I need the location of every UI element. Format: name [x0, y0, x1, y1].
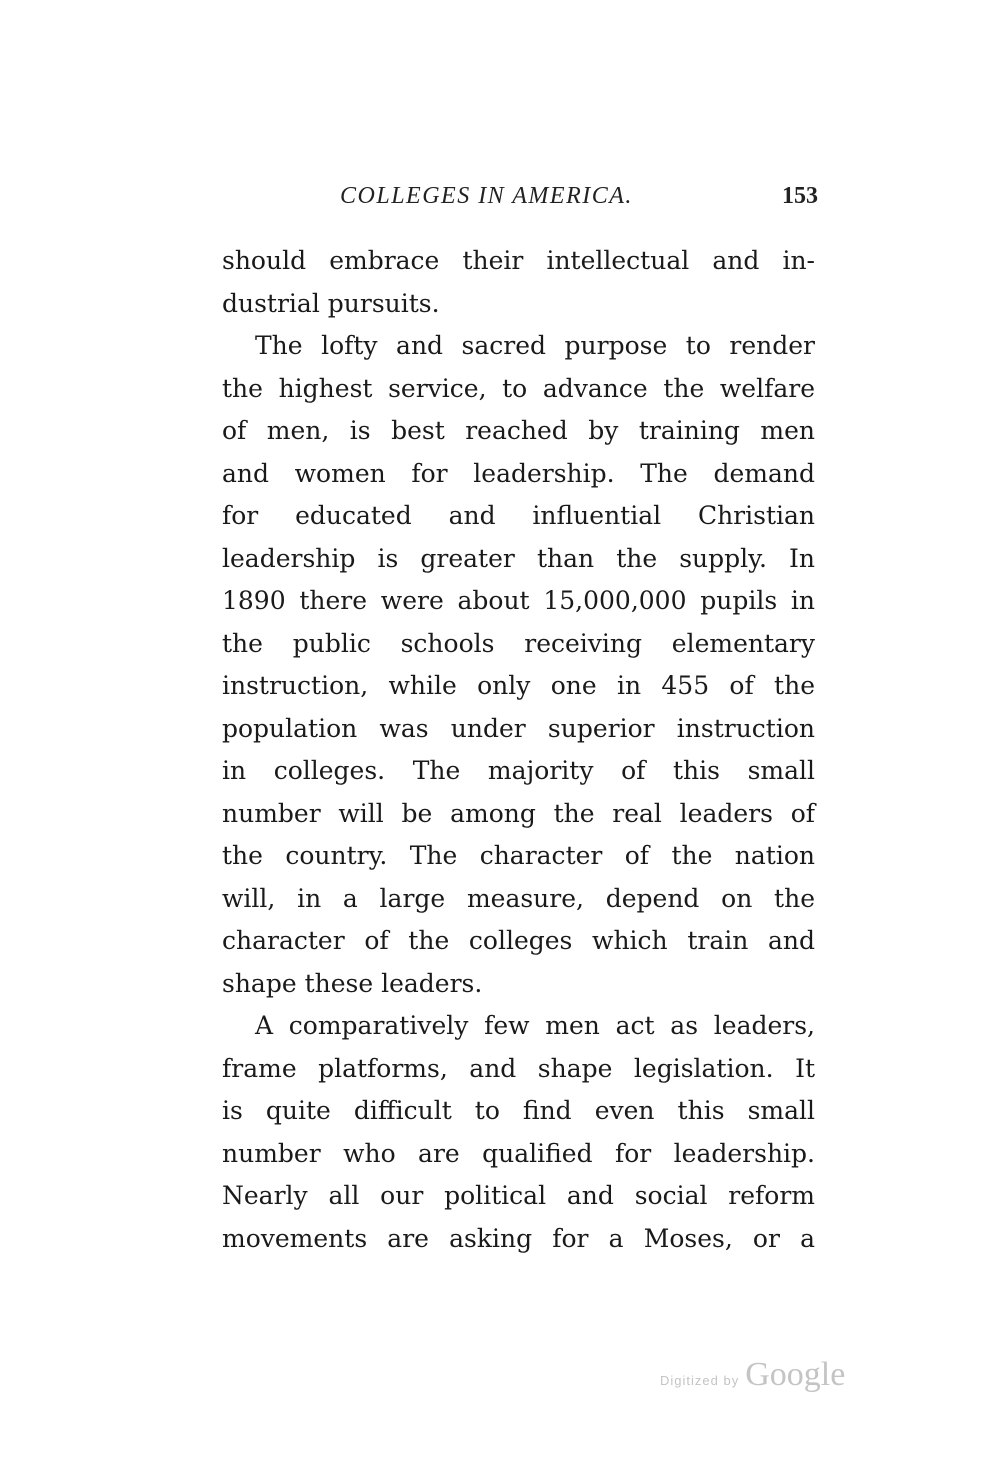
text-line: in colleges. The majority of this small: [222, 756, 815, 785]
google-logo: Google: [745, 1356, 846, 1393]
text-line: A comparatively few men act as leaders,: [255, 1011, 815, 1040]
body-text: [222, 240, 815, 1260]
text-line: of men, is best reached by training men: [222, 416, 815, 445]
text-line: movements are asking for a Moses, or a: [222, 1223, 815, 1253]
digitized-by-google-watermark: [660, 1356, 845, 1394]
text-line: the highest service, to advance the welfare: [222, 373, 815, 403]
text-line: the country. The character of the nation: [222, 841, 815, 870]
text-line: should embrace their intellectual and in-: [222, 246, 815, 275]
text-line: the public schools receiving elementary: [222, 628, 815, 658]
running-head-title: COLLEGES IN AMERICA.: [340, 183, 633, 209]
text-line: will, in a large measure, depend on the: [222, 883, 815, 913]
text-line: leadership is greater than the supply. In: [222, 543, 815, 573]
text-line: character of the colleges which train and: [222, 926, 815, 955]
page-number: 153: [782, 183, 818, 209]
text-line: dustrial pursuits.: [222, 288, 440, 318]
text-line: population was under superior instruction: [222, 713, 815, 743]
text-line: frame platforms, and shape legislation. It: [222, 1053, 815, 1083]
watermark-prefix: Digitized by: [660, 1373, 740, 1388]
text-line: for educated and influential Christian: [222, 501, 815, 530]
text-line: shape these leaders.: [222, 968, 483, 998]
text-line: 1890 there were about 15,000,000 pupils in: [222, 586, 815, 615]
text-line: is quite difficult to find even this small: [222, 1096, 815, 1125]
text-line: instruction, while only one in 455 of the: [222, 671, 815, 700]
text-line: Nearly all our political and social reform: [222, 1181, 815, 1210]
text-line: and women for leadership. The demand: [222, 458, 815, 488]
text-line: number who are qualified for leadership.: [222, 1138, 815, 1168]
text-line: The lofty and sacred purpose to render: [255, 331, 815, 360]
text-line: number will be among the real leaders of: [222, 798, 815, 828]
